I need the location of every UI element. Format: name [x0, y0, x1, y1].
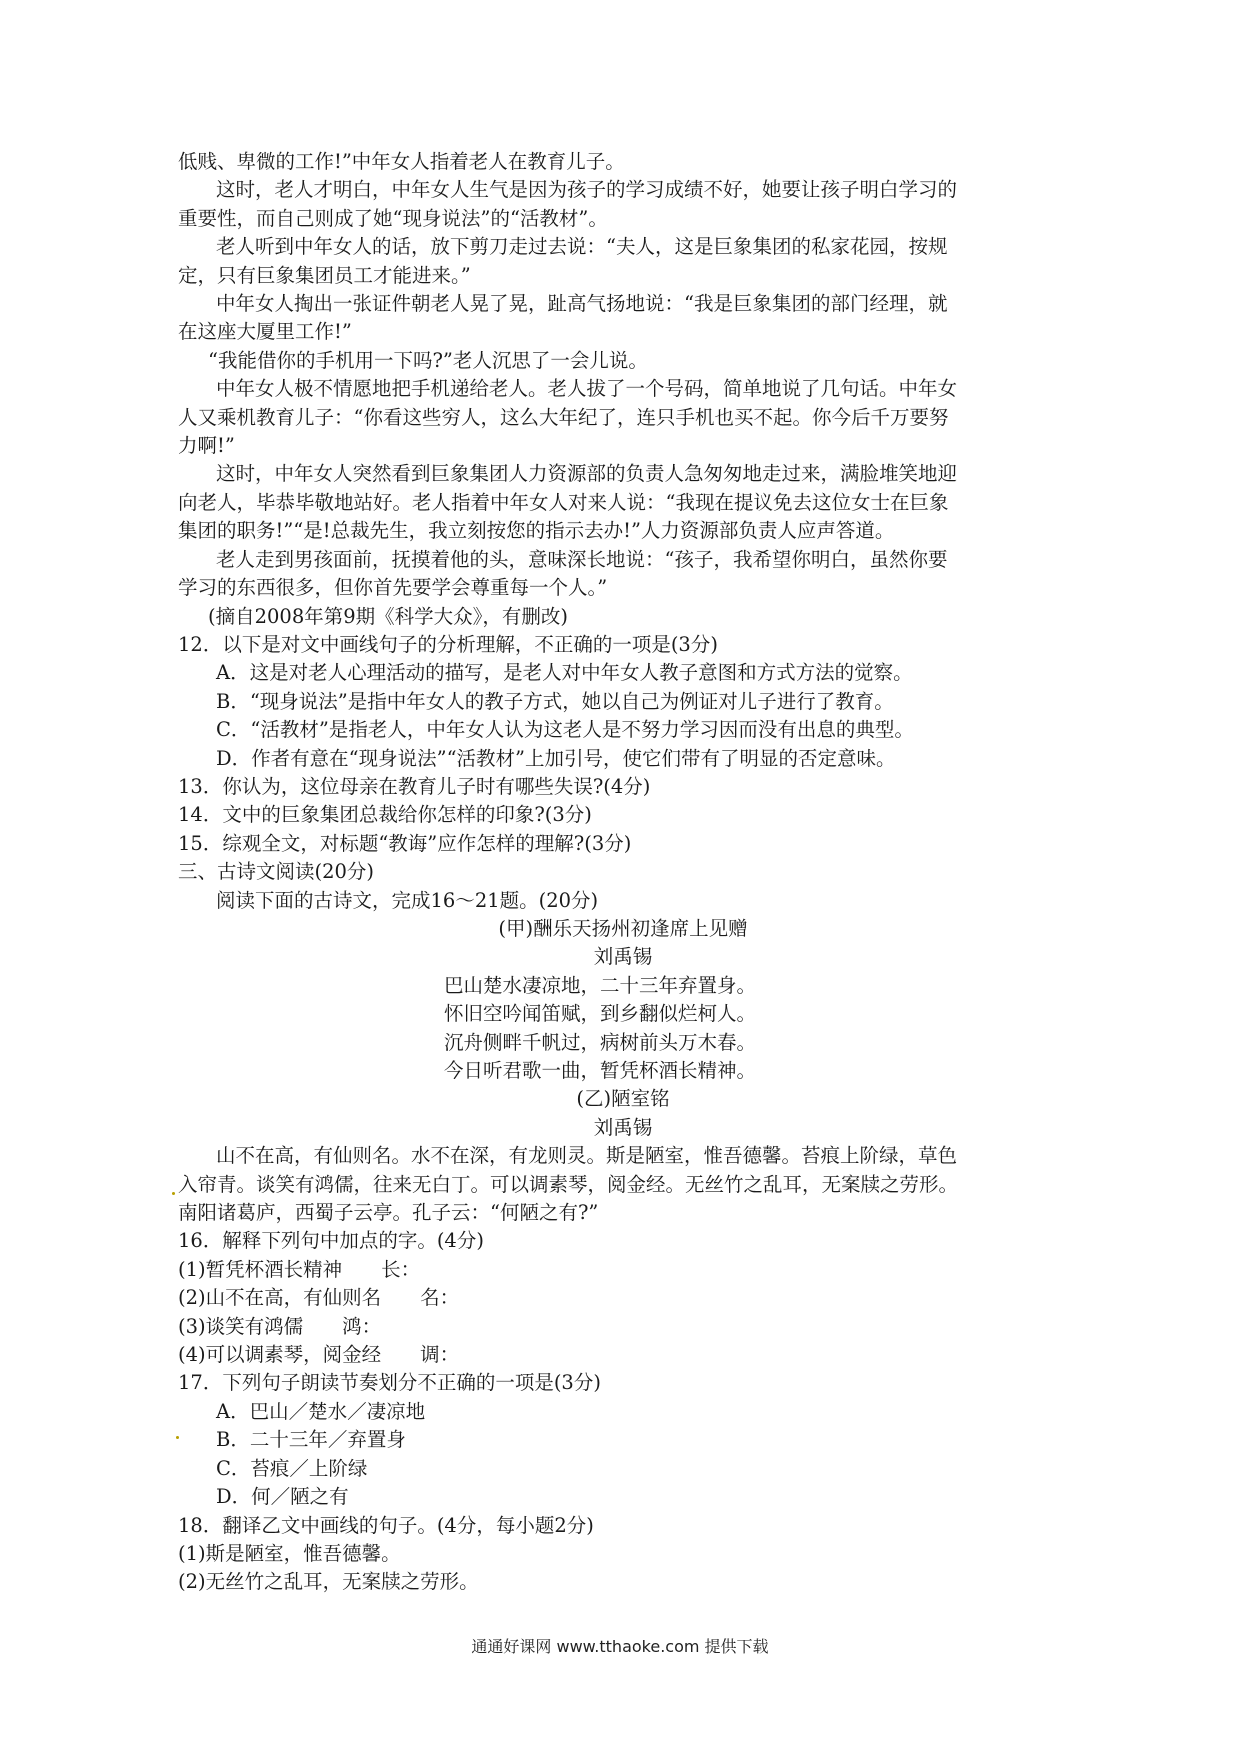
- question-stem: 16．解释下列句中加点的字。(4分): [178, 1229, 484, 1253]
- prose-title: (乙)陋室铭: [576, 1087, 670, 1111]
- prose-yi: [178, 1085, 1068, 1227]
- story-line: 这时，老人才明白，中年女人生气是因为孩子的学习成绩不好，她要让孩子明白学习的: [216, 178, 958, 202]
- story-line: “我能借你的手机用一下吗?”老人沉思了一会儿说。: [208, 348, 648, 372]
- page-content: [178, 148, 1068, 1597]
- sub-item: (1)斯是陋室，惟吾德馨。: [178, 1541, 401, 1565]
- question-12: [178, 631, 1068, 773]
- option-d: D．何／陋之有: [216, 1485, 349, 1509]
- option-c: C．苔痕／上阶绿: [216, 1456, 368, 1480]
- story-line: 老人听到中年女人的话，放下剪刀走过去说：“夫人，这是巨象集团的私家花园，按规: [216, 235, 948, 259]
- prose-line: 入帘青。谈笑有鸿儒，往来无白丁。可以调素琴，阅金经。无丝竹之乱耳，无案牍之劳形。: [178, 1172, 959, 1196]
- prose-line: 山不在高，有仙则名。水不在深，有龙则灵。斯是陋室，惟吾德馨。苔痕上阶绿，草色: [216, 1144, 958, 1168]
- source-note: (摘自2008年第9期《科学大众》，有删改): [208, 604, 568, 628]
- story-line: 集团的职务!”“是!总裁先生，我立刻按您的指示去办!”人力资源部负责人应声答道。: [178, 519, 895, 543]
- sub-item: (2)山不在高，有仙则名 名：: [178, 1286, 460, 1310]
- sub-item: (4)可以调素琴，阅金经 调：: [178, 1343, 460, 1367]
- question-16: [178, 1227, 1068, 1369]
- story-line: 学习的东西很多，但你首先要学会尊重每一个人。”: [178, 576, 608, 600]
- question-17: [178, 1369, 1068, 1511]
- prose-author: 刘禹锡: [593, 1115, 653, 1139]
- poem-author: 刘禹锡: [593, 945, 653, 969]
- option-a: A．这是对老人心理活动的描写，是老人对中年女人教子意图和方式方法的觉察。: [216, 661, 913, 685]
- story-line: 向老人，毕恭毕敬地站好。老人指着中年女人对来人说：“我现在提议免去这位女士在巨象: [178, 490, 949, 514]
- sub-item: (1)暂凭杯酒长精神 长：: [178, 1257, 421, 1281]
- option-b: B．二十三年／弃置身: [216, 1428, 406, 1452]
- story-text: [178, 148, 1068, 631]
- story-line: 中年女人掏出一张证件朝老人晃了晃，趾高气扬地说：“我是巨象集团的部门经理，就: [216, 292, 948, 316]
- question-14: 14．文中的巨象集团总裁给你怎样的印象?(3分): [178, 803, 592, 827]
- story-line: 重要性，而自己则成了她“现身说法”的“活教材”。: [178, 206, 608, 230]
- footer-credit: 通通好课网 www.tthaoke.com 提供下载: [471, 1637, 769, 1656]
- poem-line: 怀旧空吟闻笛赋，到乡翻似烂柯人。: [444, 1002, 757, 1026]
- section-heading: 三、古诗文阅读(20分): [178, 860, 375, 884]
- question-18: [178, 1512, 1068, 1597]
- prose-line: 南阳诸葛庐，西蜀子云亭。孔子云：“何陋之有?”: [178, 1201, 599, 1225]
- option-c: C．“活教材”是指老人，中年女人认为这老人是不努力学习因而没有出息的典型。: [216, 718, 914, 742]
- scan-speck: [176, 1436, 179, 1439]
- question-13: 13．你认为，这位母亲在教育儿子时有哪些失误?(4分): [178, 774, 651, 798]
- option-d: D．作者有意在“现身说法”“活教材”上加引号，使它们带有了明显的否定意味。: [216, 746, 896, 770]
- story-line: 人又乘机教育儿子：“你看这些穷人，这么大年纪了，连只手机也买不起。你今后千万要努: [178, 405, 949, 429]
- story-line: 定，只有巨象集团员工才能进来。”: [178, 263, 471, 287]
- story-line: 低贱、卑微的工作!”中年女人指着老人在教育儿子。: [178, 150, 625, 173]
- question-stem: 18．翻译乙文中画线的句子。(4分，每小题2分): [178, 1513, 594, 1537]
- poem-jia: [178, 915, 1068, 1085]
- story-line: 这时，中年女人突然看到巨象集团人力资源部的负责人急匆匆地走过来，满脸堆笑地迎: [216, 462, 958, 486]
- story-line: 老人走到男孩面前，抚摸着他的头，意味深长地说：“孩子，我希望你明白，虽然你要: [216, 547, 948, 571]
- poem-line: 沉舟侧畔千帆过，病树前头万木春。: [444, 1030, 757, 1054]
- sub-item: (2)无丝竹之乱耳，无案牍之劳形。: [178, 1570, 479, 1594]
- option-b: B．“现身说法”是指中年女人的教子方式，她以自己为例证对儿子进行了教育。: [216, 689, 894, 713]
- question-stem: 12．以下是对文中画线句子的分析理解，不正确的一项是(3分): [178, 632, 718, 656]
- story-line: 中年女人极不情愿地把手机递给老人。老人拔了一个号码，简单地说了几句话。中年女: [216, 377, 958, 401]
- option-a: A．巴山／楚水／凄凉地: [216, 1399, 426, 1423]
- story-line: 在这座大厦里工作!”: [178, 320, 352, 344]
- question-15: 15．综观全文，对标题“教诲”应作怎样的理解?(3分): [178, 831, 632, 855]
- section-instruction: 阅读下面的古诗文，完成16～21题。(20分): [216, 888, 599, 912]
- scan-speck: [172, 1192, 175, 1195]
- poem-line: 今日听君歌一曲，暂凭杯酒长精神。: [444, 1059, 757, 1082]
- story-line: 力啊!”: [178, 434, 235, 458]
- poem-title: (甲)酬乐天扬州初逢席上见赠: [498, 916, 748, 940]
- sub-item: (3)谈笑有鸿儒 鸿：: [178, 1314, 382, 1338]
- question-stem: 17．下列句子朗读节奏划分不正确的一项是(3分): [178, 1371, 601, 1395]
- poem-line: 巴山楚水凄凉地，二十三年弃置身。: [444, 973, 757, 997]
